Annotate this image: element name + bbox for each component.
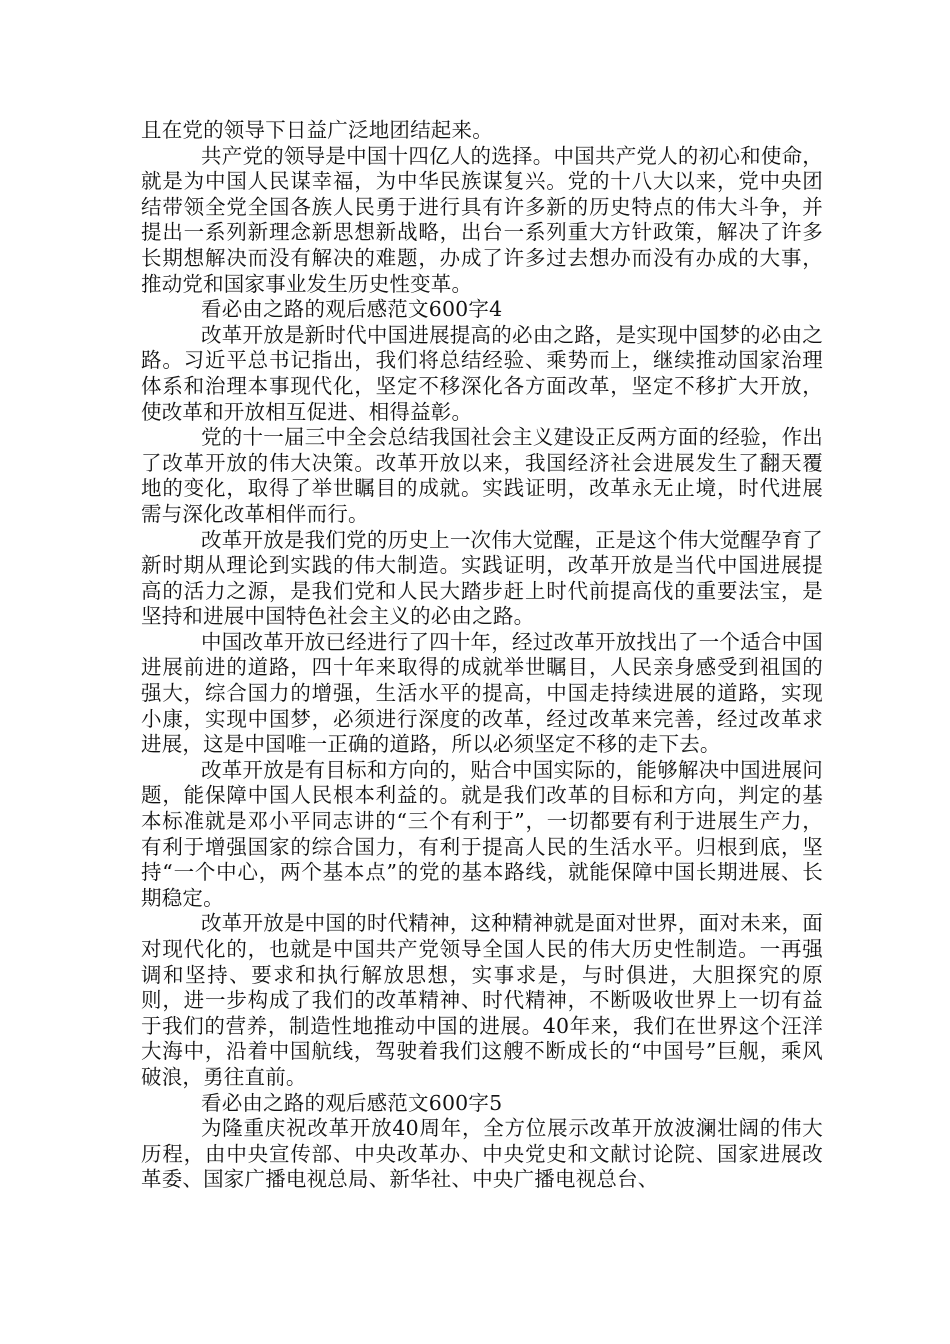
paragraph: 为隆重庆祝改革开放40周年，全方位展示改革开放波澜壮阔的伟大历程，由中央宣传部、中央改革办、中央党史和文献讨论院、国家进展改革委、国家广播电视总局、新华社、中央广播电视总台、 <box>141 1116 823 1192</box>
paragraph: 党的十一届三中全会总结我国社会主义建设正反两方面的经验，作出了改革开放的伟大决策。改革开放以来，我国经济社会进展发生了翻天覆地的变化，取得了举世瞩目的成就。实践证明，改革永无止境，时代进展需与深化改革相伴而行。 <box>141 425 823 526</box>
section-heading: 看必由之路的观后感范文600字5 <box>201 1090 503 1115</box>
document-page <box>141 118 823 1193</box>
paragraph: 共产党的领导是中国十四亿人的选择。中国共产党人的初心和使命，就是为中国人民谋幸福，为中华民族谋复兴。党的十八大以来，党中央团结带领全党全国各族人民勇于进行具有许多新的历史特点的伟大斗争，并提出一系列新理念新思想新战略，出台一系列重大方针政策，解决了许多长期想解决而没有解决的难题，办成了许多过去想办而没有办成的大事，推动党和国家事业发生历史性变革。 <box>141 143 823 296</box>
paragraph: 改革开放是我们党的历史上一次伟大觉醒，正是这个伟大觉醒孕育了新时期从理论到实践的伟大制造。实践证明，改革开放是当代中国进展提高的活力之源，是我们党和人民大踏步赶上时代前提高伐的重要法宝，是坚持和进展中国特色社会主义的必由之路。 <box>141 527 823 629</box>
paragraph: 中国改革开放已经进行了四十年，经过改革开放找出了一个适合中国进展前进的道路，四十年来取得的成就举世瞩目，人民亲身感受到祖国的强大，综合国力的增强，生活水平的提高，中国走持续进展的道路，实现小康，实现中国梦，必须进行深度的改革，经过改革来完善，经过改革求进展，这是中国唯一正确的道路，所以必须坚定不移的走下去。 <box>141 629 823 757</box>
paragraph: 且在党的领导下日益广泛地团结起来。 <box>141 118 493 142</box>
section-heading: 看必由之路的观后感范文600字4 <box>201 297 503 322</box>
paragraph: 改革开放是有目标和方向的，贴合中国实际的，能够解决中国进展问题，能保障中国人民根本利益的。就是我们改革的目标和方向，判定的基本标准就是邓小平同志讲的“三个有利于”，一切都要有利于进展生产力，有利于增强国家的综合国力，有利于提高人民的生活水平。归根到底，坚持“一个中心，两个基本点”的党的基本路线，就能保障中国长期进展、长期稳定。 <box>141 757 823 910</box>
paragraph: 改革开放是中国的时代精神，这种精神就是面对世界，面对未来，面对现代化的，也就是中国共产党领导全国人民的伟大历史性制造。一再强调和坚持、要求和执行解放思想，实事求是，与时俱进，大胆探究的原则，进一步构成了我们的改革精神、时代精神，不断吸收世界上一切有益于我们的营养，制造性地推动中国的进展。40年来，我们在世界这个汪洋大海中，沿着中国航线，驾驶着我们这艘不断成长的“中国号”巨舰，乘风破浪，勇往直前。 <box>141 911 823 1089</box>
paragraph: 改革开放是新时代中国进展提高的必由之路，是实现中国梦的必由之路。习近平总书记指出，我们将总结经验、乘势而上，继续推动国家治理体系和治理本事现代化，坚定不移深化各方面改革，坚定不移扩大开放，使改革和开放相互促进、相得益彰。 <box>141 322 823 424</box>
